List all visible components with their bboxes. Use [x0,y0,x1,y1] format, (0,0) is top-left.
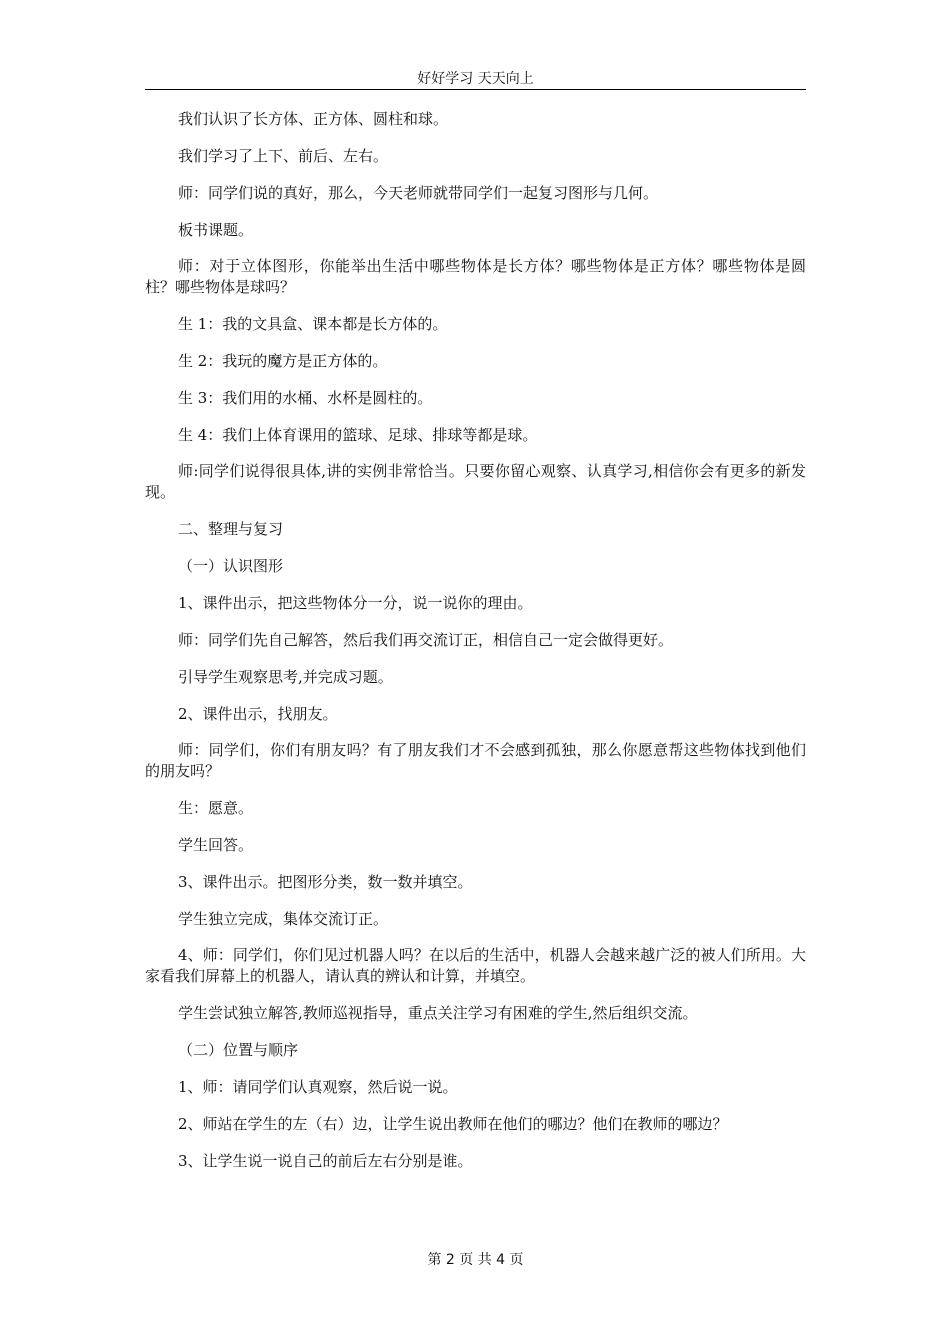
paragraph: 学生回答。 [178,836,254,854]
paragraph: 师:同学们说得很具体,讲的实例非常恰当。只要你留心观察、认真学习,相信你会有更多的新发现。 [145,462,806,501]
page-number-footer: 第 2 页 共 4 页 [427,1252,524,1268]
paragraph: 引导学生观察思考,并完成习题。 [178,668,393,686]
paragraph: 生 1：我的文具盒、课本都是长方体的。 [178,315,448,333]
paragraph: 生 2：我玩的魔方是正方体的。 [178,352,388,370]
paragraph: 师：同学们说的真好，那么，今天老师就带同学们一起复习图形与几何。 [178,184,659,202]
paragraph: 1、课件出示，把这些物体分一分，说一说你的理由。 [178,594,533,612]
paragraph: 生 3：我们用的水桶、水杯是圆柱的。 [178,389,433,407]
paragraph: 3、让学生说一说自己的前后左右分别是谁。 [178,1152,473,1170]
document-body [145,108,806,1187]
paragraph: 我们学习了上下、前后、左右。 [178,147,389,165]
page-header: 好好学习 天天向上 [417,71,534,87]
paragraph: 2、师站在学生的左（右）边，让学生说出教师在他们的哪边？他们在教师的哪边？ [178,1115,728,1133]
paragraph: 师：同学们先自己解答，然后我们再交流订正，相信自己一定会做得更好。 [178,631,674,649]
paragraph: 3、课件出示。把图形分类，数一数并填空。 [178,873,473,891]
paragraph: 学生尝试独立解答,教师巡视指导，重点关注学习有困难的学生,然后组织交流。 [178,1004,698,1022]
paragraph: 师：同学们，你们有朋友吗？有了朋友我们才不会感到孤独，那么你愿意帮这些物体找到他们的朋友吗？ [145,741,806,780]
subsection-heading: （二）位置与顺序 [178,1041,299,1059]
paragraph: 2、课件出示，找朋友。 [178,705,338,723]
paragraph: 1、师：请同学们认真观察，然后说一说。 [178,1078,458,1096]
paragraph: 生：愿意。 [178,799,254,817]
paragraph: 学生独立完成，集体交流订正。 [178,910,389,928]
paragraph: 我们认识了长方体、正方体、圆柱和球。 [178,110,449,128]
paragraph: 师：对于立体图形，你能举出生活中哪些物体是长方体？哪些物体是正方体？哪些物体是圆柱？哪些物体是球吗？ [145,257,806,296]
paragraph: 板书课题。 [178,221,254,239]
header-divider [145,89,806,90]
section-heading: 二、整理与复习 [178,520,284,538]
subsection-heading: （一）认识图形 [178,557,284,575]
paragraph: 生 4：我们上体育课用的篮球、足球、排球等都是球。 [178,426,538,444]
paragraph: 4、师：同学们，你们见过机器人吗？在以后的生活中，机器人会越来越广泛的被人们所用。大家看我们屏幕上的机器人，请认真的辨认和计算，并填空。 [145,946,806,985]
